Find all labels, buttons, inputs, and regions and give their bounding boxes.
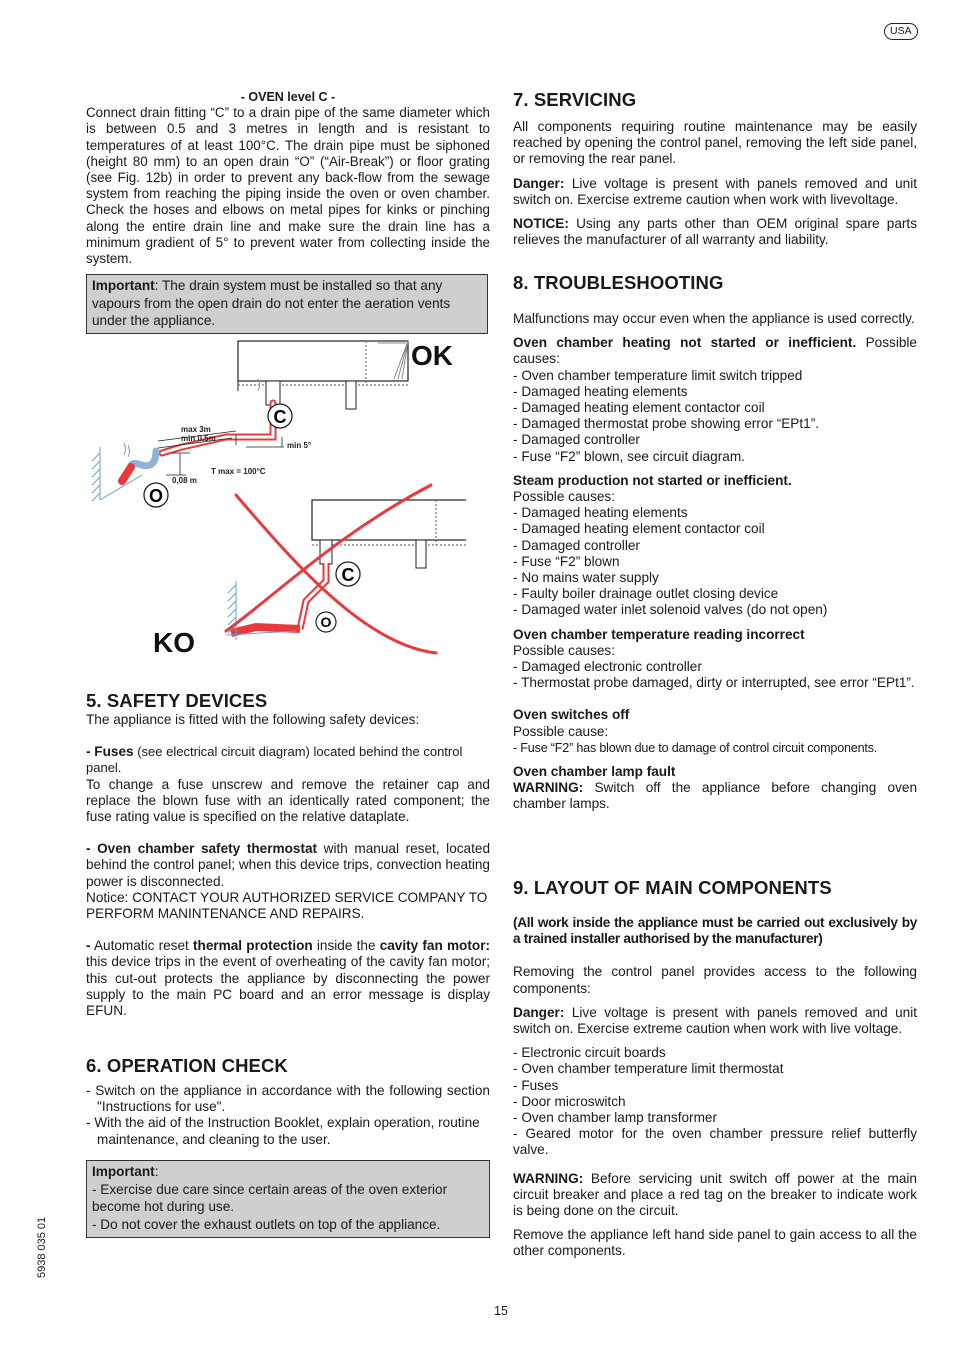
notice-text: Using any parts other than OEM original spare parts relieves the manufacturer of all warranty and liability. — [513, 216, 917, 248]
trouble-item: - Damaged heating element contactor coil — [513, 521, 917, 537]
danger-text: Live voltage is present with panels removed and unit switch on. Exercise extreme caution when work with livevoltage. — [513, 175, 917, 207]
min5-label: min 5° — [287, 441, 312, 450]
trouble-item: - Damaged water inlet solenoid valves (do not open) — [513, 602, 917, 618]
danger-label: Danger: — [513, 1004, 565, 1020]
page-number: 15 — [494, 1304, 508, 1318]
auto-text1: Automatic reset — [90, 938, 193, 954]
trouble-list — [513, 740, 917, 756]
trouble-item: - Fuse “F2” blown, see circuit diagram. — [513, 449, 917, 465]
trouble-group-title: Oven switches off — [513, 707, 630, 723]
servicing-body: All components requiring routine maintenance may be easily reached by opening the control panel, removing the left side panel, or removing the rear panel. — [513, 119, 917, 167]
trouble-item: - Fuse “F2” blown — [513, 554, 917, 570]
layout-danger — [513, 1005, 917, 1037]
important-item: - Do not cover the exhaust outlets on top of the appliance. — [92, 1216, 441, 1232]
doc-code: 5938 035 01 — [36, 1216, 48, 1278]
auto-text3: this device trips in the event of overheating of the cavity fan motor; this cut-out protects the appliance by disconnecting the power supply to the main PC board and an error message is display EFUN. — [86, 954, 490, 1019]
safety-heading: 5. SAFETY DEVICES — [86, 690, 268, 711]
important-title — [92, 1163, 484, 1181]
danger-label: Danger: — [513, 175, 565, 191]
trouble-item: - Fuse “F2” has blown due to damage of control circuit components. — [513, 740, 917, 756]
layout-heading: 9. LAYOUT OF MAIN COMPONENTS — [513, 877, 832, 898]
thermostat-text: with manual reset, located behind the control panel; when this device trips, convection heating power is disconnected. — [86, 841, 491, 889]
layout-note: (All work inside the appliance must be carried out exclusively by a trained installer authorised by the manufacturer) — [513, 915, 917, 947]
operation-list — [86, 1083, 490, 1148]
trouble-item: - Damaged heating elements — [513, 505, 917, 521]
important-label: Important — [92, 1164, 155, 1179]
troubleshooting-heading: 8. TROUBLESHOOTING — [513, 272, 724, 293]
auto-text2: inside the — [312, 938, 380, 954]
trouble-group-suffix: Possible causes: — [513, 489, 616, 505]
operation-item: - With the aid of the Instruction Booklet, explain operation, routine maintenance, and cleaning to the user. — [86, 1115, 490, 1147]
trouble-group-suffix: Possible causes: — [513, 642, 616, 658]
component-item: - Fuses — [513, 1078, 917, 1094]
safety-intro: The appliance is fitted with the following safety devices: — [86, 712, 420, 727]
auto-reset-para — [86, 938, 490, 1019]
ok-label: OK — [411, 340, 453, 371]
o-label-ko: O — [320, 614, 332, 630]
trouble-item: - Damaged heating elements — [513, 384, 917, 400]
operation-heading: 6. OPERATION CHECK — [86, 1055, 288, 1076]
servicing-danger — [513, 176, 917, 208]
c-label-ok: C — [273, 407, 287, 427]
trouble-item: - Damaged controller — [513, 538, 917, 554]
important-colon: : — [154, 1164, 159, 1179]
component-item: - Electronic circuit boards — [513, 1045, 917, 1061]
trouble-group-suffix: Possible cause: — [513, 723, 609, 739]
fuses-label: - Fuses — [86, 744, 134, 760]
warning-text: Before servicing unit switch off power at the main circuit breaker and place a red tag on the breaker to indicate work is being done on the circuit. — [513, 1170, 917, 1219]
fuses-para — [86, 744, 490, 776]
notice-label: NOTICE: — [513, 216, 569, 232]
trouble-item: - Damaged thermostat probe showing error “EPt1”. — [513, 416, 917, 432]
trouble-item: - Faulty boiler drainage outlet closing device — [513, 586, 917, 602]
important-label: Important — [92, 278, 155, 293]
important-box-drain — [86, 274, 488, 334]
oven-level-section — [86, 89, 490, 267]
oven-level-body: Connect drain fitting “C” to a drain pipe of the same diameter which is between 0.5 and 3 metres in length and is resistant to temperatures of at least 100°C. The drain pipe must be siphoned (height 80 mm) to an open drain “O” (“Air-Break”) or floor grating (see Fig. 12b) in order to prevent any back-flow from the sewage system from reaching the piping inside the oven or oven chamber. Check the hoses and elbows on metal pipes for kinks or pinching along the entire drain line and make sure the drain line has a minimum gradient of 5° to prevent water from collecting inside the system. — [86, 105, 490, 267]
danger-text: Live voltage is present with panels removed and unit switch on. Exercise extreme caution when work with live voltage. — [513, 1004, 917, 1037]
warning-label: WARNING: — [513, 1170, 584, 1186]
layout-section — [513, 877, 917, 1260]
auto-label2: cavity fan motor: — [379, 938, 491, 954]
trouble-item: - Damaged electronic controller — [513, 659, 917, 675]
safety-notice: Notice: CONTACT YOUR AUTHORIZED SERVICE COMPANY TO PERFORM MANINTENANCE AND REPAIRS. — [86, 889, 488, 922]
component-list — [513, 1045, 917, 1158]
ko-label: KO — [153, 627, 195, 658]
lamp-warning — [513, 780, 917, 812]
lamp-warning-label: WARNING: — [513, 780, 584, 796]
lamp-title: Oven chamber lamp fault — [513, 764, 676, 780]
trouble-item: - Thermostat probe damaged, dirty or interrupted, see error “EPt1”. — [513, 675, 917, 691]
component-item: - Oven chamber lamp transformer — [513, 1110, 917, 1126]
servicing-heading: 7. SERVICING — [513, 89, 637, 110]
troubleshooting-intro: Malfunctions may occur even when the appliance is used correctly. — [513, 311, 915, 326]
thermostat-para — [86, 841, 490, 890]
tmax-label: T max = 100°C — [211, 467, 266, 476]
o-label-ok: O — [148, 486, 164, 506]
trouble-title-suffix: Possible causes: — [513, 335, 917, 367]
operation-section — [86, 1055, 490, 1148]
operation-item: - Switch on the appliance in accordance with the following section "Instructions for use". — [86, 1083, 490, 1115]
thermostat-label: - Oven chamber safety thermostat — [86, 841, 318, 857]
oven-level-title: - OVEN level C - — [240, 90, 336, 104]
trouble-item: - No mains water supply — [513, 570, 917, 586]
trouble-item: - Damaged heating element contactor coil — [513, 400, 917, 416]
height-label: 0,08 m — [172, 476, 197, 485]
trouble-item: - Oven chamber temperature limit switch tripped — [513, 368, 917, 384]
component-item: - Geared motor for the oven chamber pressure relief butterfly valve. — [513, 1126, 917, 1158]
component-item: - Oven chamber temperature limit thermostat — [513, 1061, 917, 1077]
trouble-group-title: Oven chamber temperature reading incorrect — [513, 626, 805, 642]
auto-dash: - — [86, 938, 91, 954]
safety-section — [86, 690, 490, 1019]
servicing-notice — [513, 216, 917, 248]
component-item: - Door microswitch — [513, 1094, 917, 1110]
auto-label1: thermal protection — [192, 938, 313, 954]
trouble-list — [513, 659, 917, 691]
trouble-title-bold: Oven chamber heating not started or inefficient. — [513, 335, 857, 351]
trouble-group-title — [513, 335, 917, 367]
servicing-section — [513, 89, 917, 248]
trouble-group-title: Steam production not started or inefficient. — [513, 472, 792, 488]
fuses-text2: To change a fuse unscrew and remove the retainer cap and replace the blown fuse with an identically rated component; the fuse rating value is specified on the relative dataplate. — [86, 776, 490, 825]
min-label: min 0,5m — [181, 434, 216, 443]
important-box-operation — [86, 1160, 490, 1238]
troubleshooting-section — [513, 272, 917, 813]
lamp-warning-text: Switch off the appliance before changing oven chamber lamps. — [513, 780, 917, 812]
trouble-item: - Damaged controller — [513, 432, 917, 448]
trouble-list — [513, 368, 917, 465]
fuses-text: (see electrical circuit diagram) located behind the control panel. — [86, 744, 463, 776]
layout-intro: Removing the control panel provides access to the following components: — [513, 964, 917, 996]
trouble-list — [513, 505, 917, 618]
layout-warning — [513, 1171, 917, 1220]
max-label: max 3m — [181, 425, 211, 434]
important-item: - Exercise due care since certain areas of the oven exterior become hot during use. — [92, 1181, 448, 1214]
region-badge: USA — [884, 23, 918, 40]
layout-final: Remove the appliance left hand side panel to gain access to all the other components. — [513, 1227, 917, 1259]
c-label-ko: C — [341, 565, 355, 585]
important-text: : The drain system must be installed so that any vapours from the open drain do not enter the aeration vents under the appliance. — [92, 278, 451, 328]
ok-oven — [238, 341, 408, 409]
drain-figure — [86, 335, 466, 665]
